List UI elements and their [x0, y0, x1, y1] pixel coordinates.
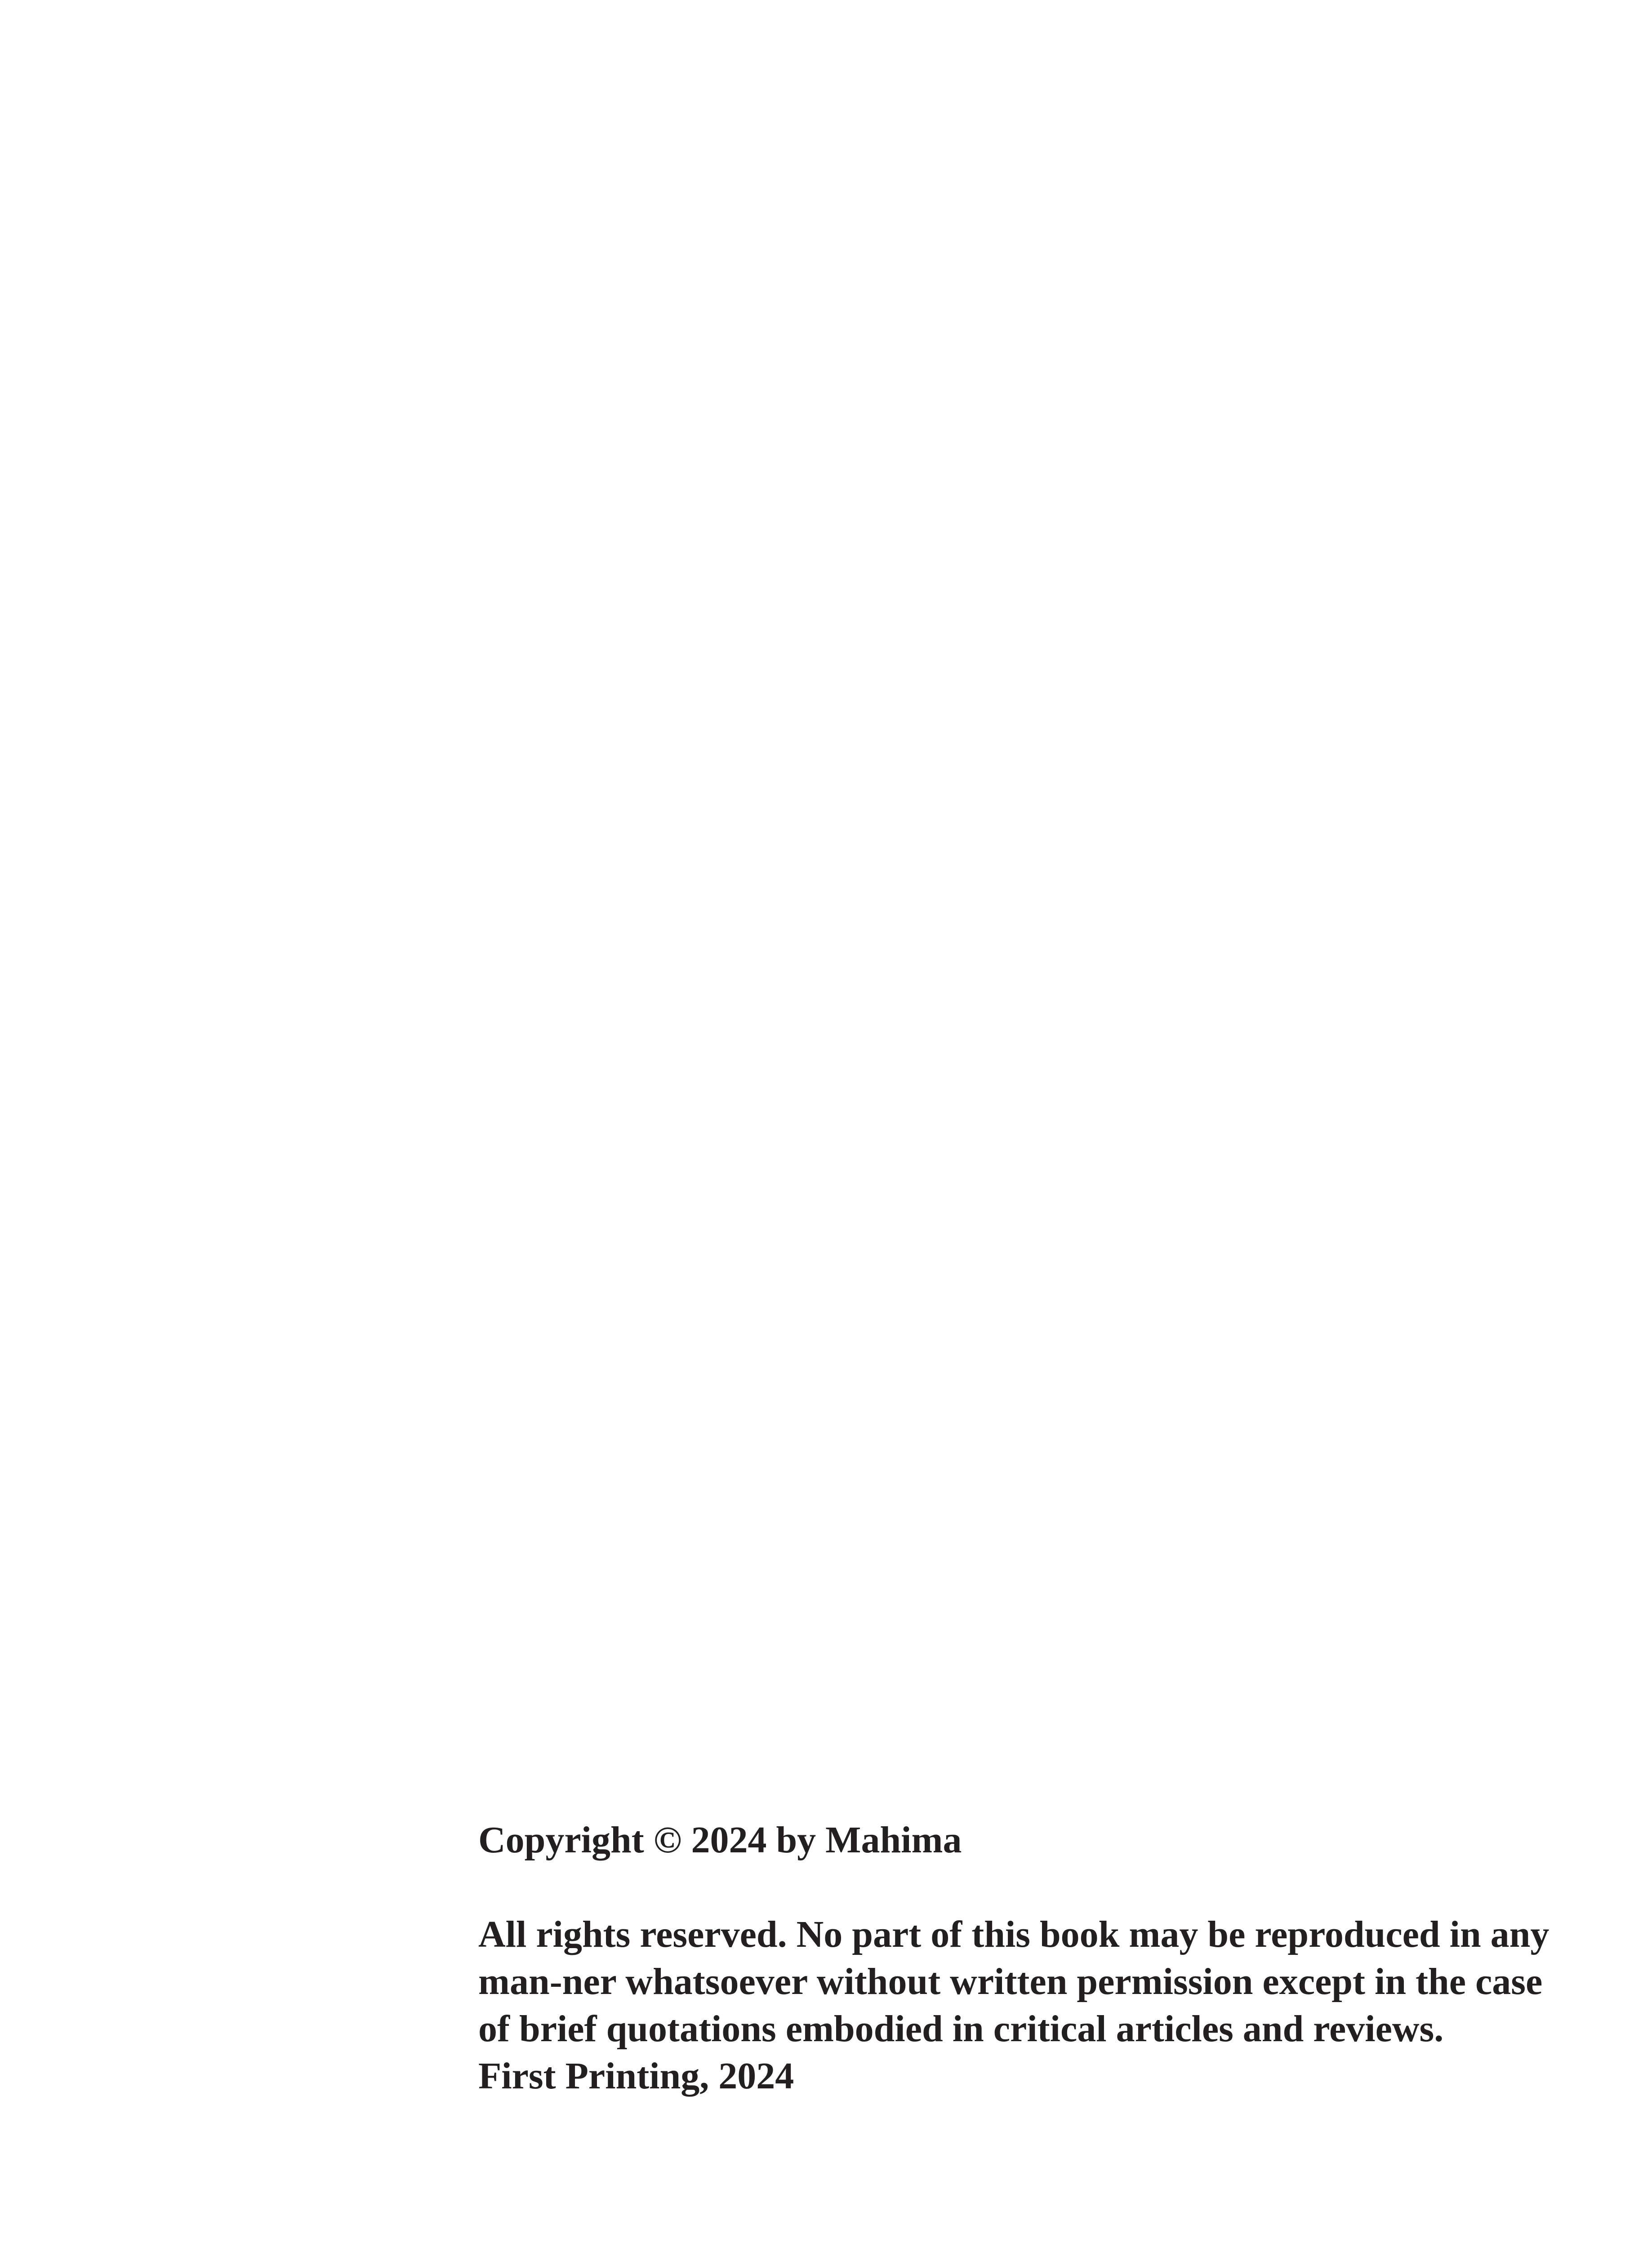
rights-statement — [478, 1911, 1629, 2100]
rights-line-3: of brief quotations embodied in critical articles and reviews. — [478, 2008, 1444, 2050]
copyright-notice: Copyright © 2024 by Mahima — [478, 1819, 962, 1861]
rights-line-1: All rights reserved. No part of this book may be reproduced in any — [478, 1913, 1550, 1955]
copyright-block — [478, 1816, 1629, 2100]
first-printing-line: First Printing, 2024 — [478, 2055, 794, 2097]
rights-line-2: man-ner whatsoever without written permission except in the case — [478, 1961, 1543, 2003]
